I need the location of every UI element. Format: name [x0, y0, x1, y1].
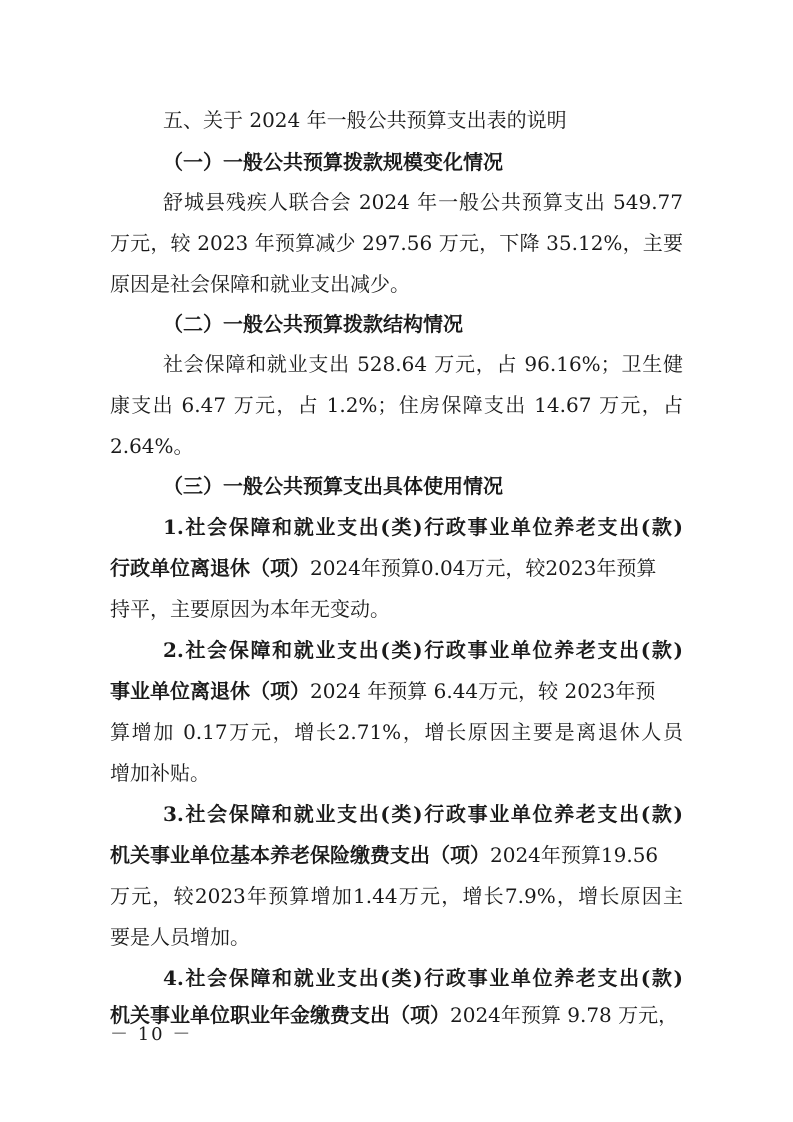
item-2-line-4: 增加补贴。: [110, 761, 210, 785]
item-3-line-2: [110, 843, 683, 867]
item-2-category: 事业单位离退休（项）: [110, 679, 310, 703]
paragraph-2-line-3: 2.64%。: [110, 434, 194, 458]
subsection-heading-1: （一）一般公共预算拨款规模变化情况: [163, 150, 503, 174]
paragraph-1-line-2: 万元，较 2023 年预算减少 297.56 万元，下降 35.12%，主要: [110, 231, 683, 255]
paragraph-1-line-1: 舒城县残疾人联合会 2024 年一般公共预算支出 549.77: [163, 190, 683, 214]
item-1-category: 行政单位离退休（项）: [110, 556, 310, 580]
item-3-detail: 2024年预算19.56: [490, 843, 659, 867]
item-3-line-4: 要是人员增加。: [110, 925, 250, 949]
item-4-detail: 2024年预算 9.78 万元，: [450, 1003, 679, 1027]
page-number: － 10 －: [110, 1024, 193, 1045]
item-4-line-1: 4.社会保障和就业支出(类)行政事业单位养老支出(款): [163, 966, 683, 990]
item-2-detail: 2024 年预算 6.44万元，较 2023年预: [310, 679, 656, 703]
item-1-line-3: 持平，主要原因为本年无变动。: [110, 597, 390, 621]
item-3-line-3: 万元，较2023年预算增加1.44万元，增长7.9%，增长原因主: [110, 884, 683, 908]
item-2-line-1: 2.社会保障和就业支出(类)行政事业单位养老支出(款): [163, 638, 683, 662]
item-4-line-2: [110, 1003, 683, 1027]
item-3-category: 机关事业单位基本养老保险缴费支出（项）: [110, 843, 490, 867]
item-2-line-3: 算增加 0.17万元，增长2.71%，增长原因主要是离退休人员: [110, 720, 683, 744]
paragraph-1-line-3: 原因是社会保障和就业支出减少。: [110, 272, 410, 296]
item-3-line-1: 3.社会保障和就业支出(类)行政事业单位养老支出(款): [163, 802, 683, 826]
item-1-line-2: [110, 556, 683, 580]
section-heading: 五、关于 2024 年一般公共预算支出表的说明: [163, 108, 567, 132]
subsection-heading-2: （二）一般公共预算拨款结构情况: [163, 312, 463, 336]
paragraph-2-line-1: 社会保障和就业支出 528.64 万元，占 96.16%；卫生健: [163, 352, 683, 376]
paragraph-2-line-2: 康支出 6.47 万元，占 1.2%；住房保障支出 14.67 万元，占: [110, 393, 683, 417]
item-1-detail: 2024年预算0.04万元，较2023年预算: [310, 556, 657, 580]
item-1-line-1: 1.社会保障和就业支出(类)行政事业单位养老支出(款): [163, 515, 683, 539]
item-4-category: 机关事业单位职业年金缴费支出（项）: [110, 1003, 450, 1027]
item-2-line-2: [110, 679, 683, 703]
subsection-heading-3: （三）一般公共预算支出具体使用情况: [163, 474, 503, 498]
